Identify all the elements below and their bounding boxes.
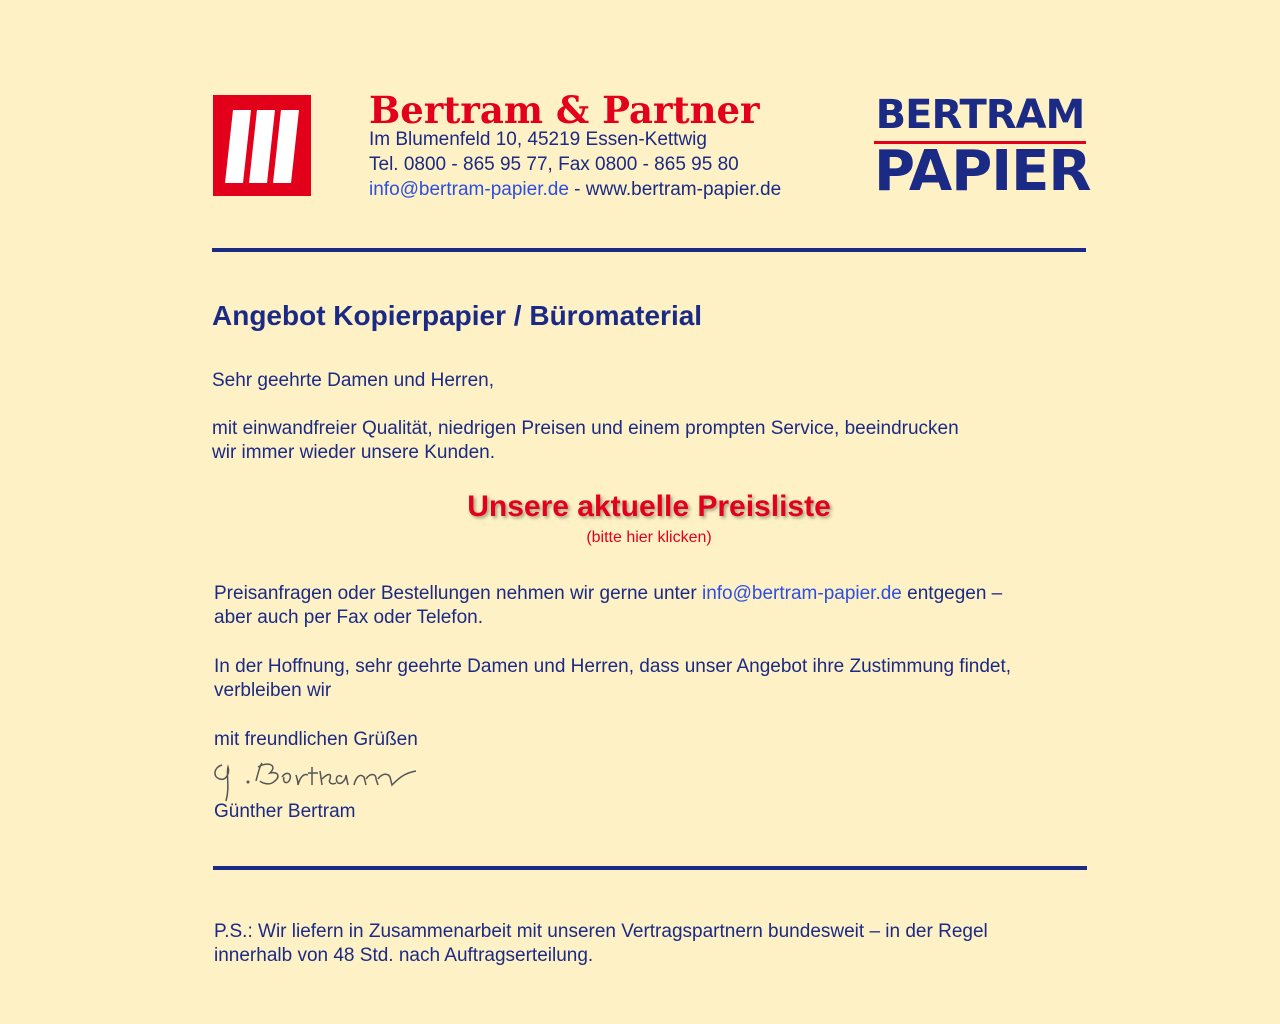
hope-line-2: verbleiben wir [214, 680, 332, 701]
company-logo [213, 95, 311, 196]
company-name: Bertram & Partner [369, 88, 760, 132]
page-title: Angebot Kopierpapier / Büromaterial [212, 300, 703, 331]
requests-line-2: aber auch per Fax oder Telefon. [214, 607, 483, 628]
requests-line-1-start: Preisanfragen oder Bestellungen nehmen wir gerne unter [214, 583, 702, 604]
header-divider [212, 248, 1086, 252]
brand-logo-bertram: BERTRAM [875, 92, 1085, 138]
requests-line-1 [214, 582, 1002, 606]
intro-line-1: mit einwandfreier Qualität, niedrigen Preisen und einem prompten Service, beeindrucken [212, 418, 959, 439]
header-website: www.bertram-papier.de [585, 179, 782, 200]
stripes-logo-icon [213, 95, 311, 196]
brand-logo-papier: PAPIER [874, 139, 1091, 204]
price-list-link[interactable]: Unsere aktuelle Preisliste [467, 490, 831, 523]
closing-greeting: mit freundlichen Grüßen [214, 729, 418, 750]
requests-text [214, 582, 1002, 630]
company-phone-fax: Tel. 0800 - 865 95 77, Fax 0800 - 865 95 80 [369, 154, 739, 175]
salutation: Sehr geehrte Damen und Herren, [212, 370, 494, 391]
intro-text [212, 417, 959, 465]
header-email-link[interactable]: info@bertram-papier.de [369, 179, 569, 200]
footer-divider [213, 866, 1087, 870]
postscript-line-2: innerhalb von 48 Std. nach Auftragserteilung. [214, 945, 594, 966]
hope-text [214, 655, 1011, 703]
contact-separator: - [568, 179, 586, 200]
price-list-hint[interactable]: (bitte hier klicken) [586, 529, 712, 546]
postscript-line-1: P.S.: Wir liefern in Zusammenarbeit mit unseren Vertragspartnern bundesweit – in der Regel [214, 921, 988, 942]
body-email-link[interactable]: info@bertram-papier.de [701, 583, 902, 604]
signatory-name: Günther Bertram [214, 801, 356, 822]
requests-line-1-end: entgegen – [901, 583, 1003, 604]
company-contact-line [369, 179, 781, 201]
hope-line-1: In der Hoffnung, sehr geehrte Damen und Herren, dass unser Angebot ihre Zustimmung findet, [214, 656, 1012, 677]
company-address: Im Blumenfeld 10, 45219 Essen-Kettwig [369, 129, 707, 150]
postscript [214, 920, 988, 968]
intro-line-2: wir immer wieder unsere Kunden. [212, 442, 496, 463]
